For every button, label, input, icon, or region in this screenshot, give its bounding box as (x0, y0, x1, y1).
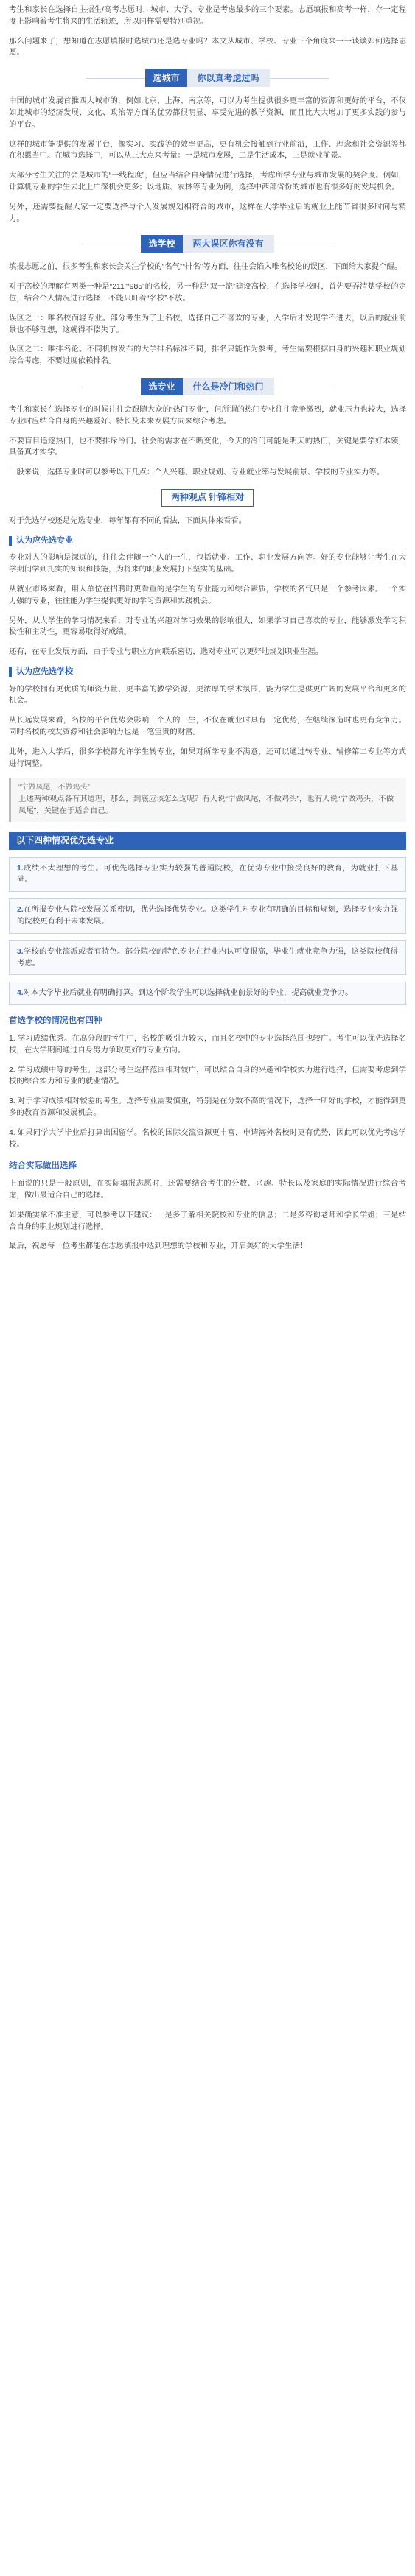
view-a-heading (9, 535, 406, 547)
case-number: 3. (17, 947, 24, 956)
case-text: 学校的专业流派或者有特色。部分院校的特色专业在行业内认可度很高，毕业生就业竞争力强，这类院校值得考虑。 (17, 947, 398, 968)
case-item (9, 898, 406, 934)
paragraph: 考生和家长在选择专业的时候往往会跟随大众的“热门专业”，但所谓的热门专业往往竞争激烈，就业压力也较大，选择专业时应结合自身的兴趣爱好、特长及未来发展方向来综合考虑。 (9, 405, 406, 426)
debate-header-label: 两种观点 针锋相对 (161, 489, 254, 507)
paragraph: 4. 如果同学大学毕业后打算出国留学。名校的国际交流资源更丰富，申请海外名校时更有优势，因此可以优先考虑学校。 (9, 1128, 406, 1149)
case-item (9, 940, 406, 976)
paragraph: 2. 学习成绩中等的考生。这部分考生选择范围相对较广，可以结合自身的兴趣和学校实力进行选择，但需要考虑到学校的综合实力和专业的就业情况。 (9, 1066, 406, 1086)
quote-text: 上述两种观点各有其道理，那么，到底应该怎么选呢？有人说“宁做凤尾，不做鸡头”，也有人说“宁做鸡头，不做凤尾”，关键在于适合自己。 (18, 795, 394, 816)
section-label: 你以真考虑过吗 (187, 69, 270, 87)
paragraph: 填报志愿之前，很多考生和家长会关注学校的“名气”“排名”等方面，往往会陷入唯名校论的误区，下面给大家提个醒。 (9, 263, 402, 272)
section-header-school (9, 235, 406, 253)
paragraph: 好的学校拥有更优质的师资力量、更丰富的教学资源、更浓厚的学术氛围，能为学生提供更广阔的发展平台和更多的机会。 (9, 685, 406, 705)
section-tab: 选学校 (141, 235, 182, 253)
paragraph: 另外，从大学生的学习情况来看，对专业的兴趣对学习效果的影响很大，如果学习自己喜欢的专业，能够激发学习积极性和主动性，更容易取得好成绩。 (9, 616, 406, 637)
paragraph: 对于先选学校还是先选专业，每年都有不同的看法，下面具体来看看。 (9, 516, 247, 525)
section-tab: 选城市 (145, 69, 186, 87)
case-number: 2. (17, 906, 24, 915)
debate-header (9, 489, 406, 507)
paragraph: 误区之一：唯名校而轻专业。部分考生为了上名校，选择自己不喜欢的专业，入学后才发现学不进去，以后的就业前景也不够理想，这就得不偿失了。 (9, 314, 406, 334)
case-number: 1. (17, 864, 24, 873)
case-item (9, 982, 406, 1005)
paragraph: 从长远发展来看，名校的平台优势会影响一个人的一生，不仅在就业时具有一定优势，在继续深造时也更有竞争力。同时名校的校友资源和社会影响力也是一笔宝贵的财富。 (9, 717, 406, 737)
case-text: 对本大学毕业后就业有明确打算。到这个阶段学生可以选择就业前景好的专业，提高就业竞争力。 (23, 989, 353, 998)
case-number: 4. (17, 989, 24, 998)
section-header-major (9, 378, 406, 395)
section-label: 两大误区你有没有 (183, 235, 274, 253)
heading-marker (9, 536, 12, 546)
paragraph: 不要盲目追逐热门，也不要排斥冷门。社会的需求在不断变化，今天的冷门可能是明天的热门，关键是要学好本领，具备真才实学。 (9, 437, 406, 457)
quote-block (9, 778, 406, 821)
case-item (9, 857, 406, 893)
paragraph: 此外，进入大学后，很多学校都允许学生转专业，如果对所学专业不满意，还可以通过转专业、辅修第二专业等方式进行调整。 (9, 747, 406, 768)
section-header-city (9, 69, 406, 87)
quote-title: “宁做凤尾，不做鸡头” (18, 784, 90, 792)
paragraph: 从就业市场来看，用人单位在招聘时更看重的是学生的专业能力和综合素质，学校的名气只是一个参考因素。一个实力强的专业，往往能为学生提供更好的学习资源和实践机会。 (9, 585, 406, 605)
view-b-title: 认为应先选学校 (16, 666, 73, 676)
paragraph: 大部分考生关注的会是城市的“一线程度”，但应当结合自身情况进行选择，考虑所学专业与城市发展的契合度。例如，计算机专业的学生去北上广深机会更多；以地质、农林等专业为例，选择中西部省份的城市也有很多好的发展机会。 (9, 172, 406, 191)
paragraph: 上面说的只是一般原则，在实际填报志愿时，还需要结合考生的分数、兴趣、特长以及家庭的实际情况进行综合考虑，做出最适合自己的选择。 (9, 1180, 406, 1200)
section-label: 什么是冷门和热门 (183, 378, 274, 395)
strip-title-major-first: 以下四种情况优先选专业 (9, 832, 406, 850)
paragraph: 另外，还需要提醒大家一定要选择与个人发展规划相符合的城市，这样在大学毕业后的就业上能节省很多时间与精力。 (9, 203, 406, 223)
paragraph: 这样的城市能提供的发展平台，像实习、实践等的效率更高，更有机会接触到行业前沿，工作、理念和社会资源等都在积累当中。在城市选择中，可以从三大点来考量：一是城市发展，二是生活成本，三是就业前景。 (9, 140, 406, 161)
paragraph: 一般来说，选择专业时可以参考以下几点：个人兴趣、职业规划、专业就业率与发展前景、学校的专业实力等。 (9, 468, 385, 477)
case-text: 成绩不太理想的考生。可优先选择专业实力较强的普通院校，在优势专业中接受良好的教育，为就业打下基础。 (17, 864, 398, 884)
paragraph: 对于高校的理解有两类一种是“211”“985”的名校，另一种是“双一流”建设高校，在选择学校时，首先要弄清楚学校的定位，结合个人情况进行选择，不能只盯着“名校”不放。 (9, 283, 406, 303)
heading-marker (9, 667, 12, 677)
view-a-title: 认为应先选专业 (16, 535, 73, 545)
paragraph: 3. 对于学习成绩相对较差的考生。选择专业需要慎重，特别是在分数不高的情况下，选择一所好的学校，才能得到更多的教育资源和发展机会。 (9, 1097, 406, 1118)
view-b-heading (9, 666, 406, 678)
intro-paragraph: 那么问题来了，想知道在志愿填报时选城市还是选专业吗？本文从城市、学校、专业三个角度来一一谈谈如何选择志愿。 (9, 37, 406, 57)
section-tab: 选专业 (141, 378, 182, 395)
intro-paragraph: 考生和家长在选择自主招生/高考志愿时，城市、大学、专业是考虑最多的三个要素。志愿填报和高考一样，存一定程度上影响着考生将来的生活轨迹，所以同样需要特别重视。 (9, 6, 406, 26)
case-text: 在所报专业与院校发展关系密切，优先选择优势专业。这类学生对专业有明确的目标和规划，选择专业实力强的院校更有利于未来发展。 (17, 906, 398, 926)
article (0, 0, 415, 1265)
paragraph: 如果确实拿不准主意，可以参考以下建议：一是多了解相关院校和专业的信息；二是多咨询老师和学长学姐；三是结合自身的职业规划进行选择。 (9, 1211, 406, 1231)
paragraph: 最后，祝愿每一位考生都能在志愿填报中选到理想的学校和专业，开启美好的大学生活！ (9, 1242, 308, 1251)
paragraph: 1. 学习成绩优秀。在高分段的考生中，名校的吸引力较大，而且名校中的专业选择范围也较广。考生可以优先选择名校，在大学期间通过自身努力争取更好的专业方向。 (9, 1035, 406, 1055)
paragraph: 专业对人的影响是深远的，往往会伴随一个人的一生，包括就业、工作、职业发展方向等。好的专业能够让考生在大学期间学到扎实的知识和技能，为将来的职业发展打下坚实的基础。 (9, 554, 406, 574)
paragraph: 还有，在专业发展方面，由于专业与职业方向联系密切，选对专业可以更好地规划职业生涯。 (9, 648, 324, 657)
paragraph: 误区之二：唯排名论。不同机构发布的大学排名标准不同，排名只能作为参考，考生需要根据自身的兴趣和职业规划综合考虑，不要过度依赖排名。 (9, 345, 406, 366)
section-title-school-first: 首选学校的情况也有四种 (9, 1016, 102, 1026)
paragraph: 中国的城市发展首推四大城市的，例如北京、上海、南京等，可以为考生提供很多更丰富的资源和更好的平台，不仅如此城市的经济发展、文化、政治等方面的优势都很明显，享受先进的教学资源，而且比大大增加了更多实践的参与的平台。 (9, 97, 406, 129)
section-title-conclusion: 结合实际做出选择 (9, 1161, 77, 1171)
